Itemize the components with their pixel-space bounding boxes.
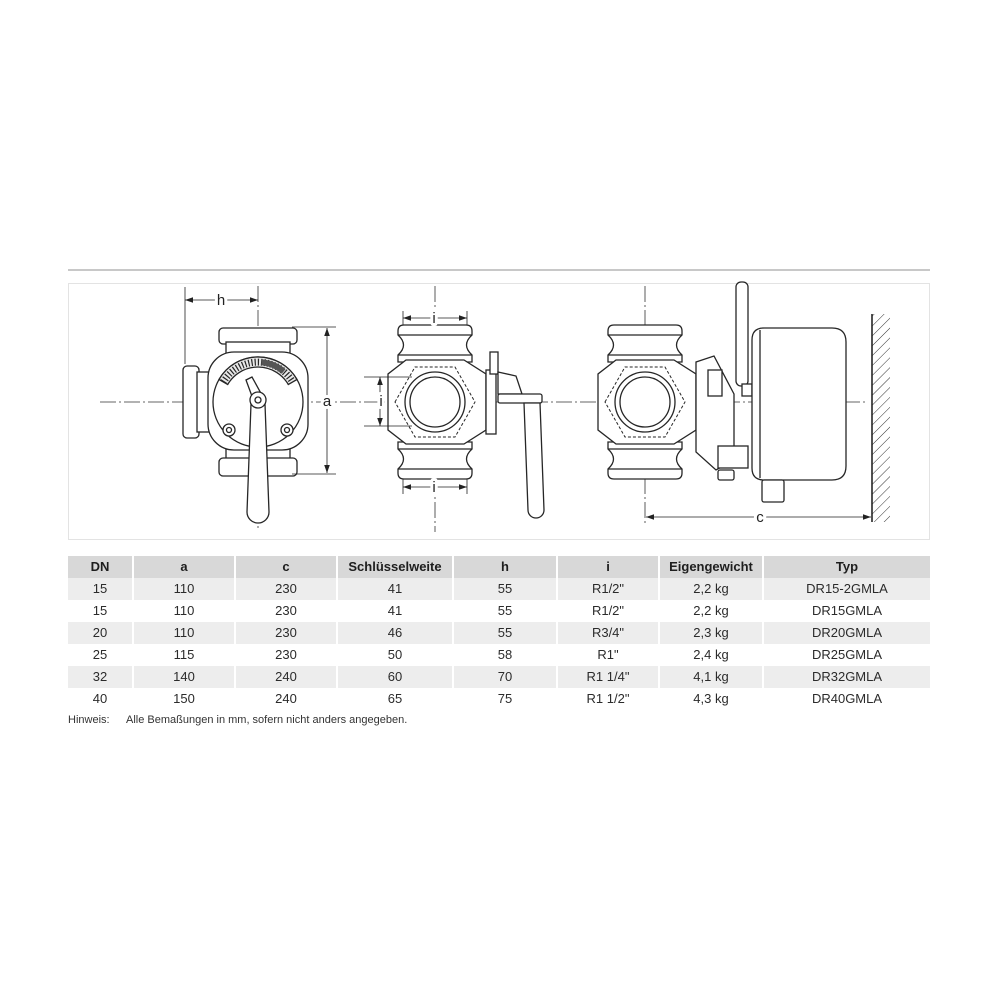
- cell-h: 55: [454, 600, 556, 622]
- cell-eigengewicht: 2,2 kg: [660, 578, 762, 600]
- cell-dn: 25: [68, 644, 132, 666]
- side-bore-inner: [410, 377, 460, 427]
- cell-typ: DR32GMLA: [764, 666, 930, 688]
- side-bottom-port: [398, 442, 472, 479]
- actuator-bore-inner: [620, 377, 670, 427]
- cell-dn: 20: [68, 622, 132, 644]
- table-row: [68, 644, 930, 666]
- cell-schluesselweite: 50: [338, 644, 452, 666]
- cell-schluesselweite: 46: [338, 622, 452, 644]
- dimension-a-label: a: [322, 393, 332, 410]
- cell-a: 140: [134, 666, 234, 688]
- dimension-i-left-label: i: [379, 393, 383, 410]
- header-a: a: [134, 556, 234, 578]
- actuator-handwheel: [736, 282, 748, 386]
- cell-eigengewicht: 4,3 kg: [660, 688, 762, 710]
- wall: [872, 314, 890, 522]
- wall-hatching: [872, 314, 890, 522]
- cell-c: 240: [236, 666, 336, 688]
- actuator-axle: [742, 384, 752, 396]
- cell-schluesselweite: 60: [338, 666, 452, 688]
- cell-typ: DR25GMLA: [764, 644, 930, 666]
- cell-h: 75: [454, 688, 556, 710]
- front-bolt-left-center: [227, 428, 232, 433]
- header-c: c: [236, 556, 336, 578]
- cell-a: 110: [134, 622, 234, 644]
- cell-eigengewicht: 4,1 kg: [660, 666, 762, 688]
- actuator-coupling: [708, 370, 722, 396]
- cell-typ: DR40GMLA: [764, 688, 930, 710]
- valve-front-view: [183, 328, 308, 523]
- actuator-adjust-knob: [718, 470, 734, 480]
- valve-actuator-view: [598, 282, 846, 502]
- side-top-port: [398, 325, 472, 362]
- actuator-view-valve: [598, 325, 696, 479]
- cell-c: 230: [236, 578, 336, 600]
- actuator-cable-connector: [762, 480, 784, 502]
- side-lever-hub: [498, 394, 542, 403]
- side-bracket: [498, 372, 522, 394]
- cell-dn: 40: [68, 688, 132, 710]
- footnote: [68, 714, 407, 726]
- cell-a: 110: [134, 578, 234, 600]
- valve-side-view: [388, 325, 544, 518]
- actuator-top-port: [608, 325, 682, 362]
- cell-i: R1": [558, 644, 658, 666]
- side-handle-lever: [524, 403, 544, 518]
- table-row: [68, 688, 930, 710]
- actuator-lower-block: [718, 446, 748, 468]
- cell-dn: 32: [68, 666, 132, 688]
- actuator-bottom-port: [608, 442, 682, 479]
- cell-typ: DR20GMLA: [764, 622, 930, 644]
- table-row: [68, 600, 930, 622]
- table-header-row: [68, 556, 930, 578]
- cell-eigengewicht: 2,4 kg: [660, 644, 762, 666]
- dimension-c-label: c: [756, 509, 764, 526]
- cell-i: R1 1/2": [558, 688, 658, 710]
- cell-eigengewicht: 2,3 kg: [660, 622, 762, 644]
- cell-h: 55: [454, 578, 556, 600]
- cell-h: 55: [454, 622, 556, 644]
- cell-h: 58: [454, 644, 556, 666]
- cell-a: 115: [134, 644, 234, 666]
- cell-schluesselweite: 41: [338, 600, 452, 622]
- side-stem-block: [486, 370, 496, 434]
- cell-dn: 15: [68, 578, 132, 600]
- dimensions-table: [68, 556, 930, 710]
- cell-a: 110: [134, 600, 234, 622]
- cell-c: 230: [236, 600, 336, 622]
- footnote-label: Hinweis:: [68, 714, 110, 726]
- side-stem: [490, 352, 498, 374]
- header-i: i: [558, 556, 658, 578]
- cell-c: 230: [236, 644, 336, 666]
- dimension-i-top-label: i: [432, 310, 436, 327]
- front-bolt-right-center: [285, 428, 290, 433]
- header-eigengewicht: Eigengewicht: [660, 556, 762, 578]
- cell-i: R3/4": [558, 622, 658, 644]
- cell-i: R1 1/4": [558, 666, 658, 688]
- table-row: [68, 666, 930, 688]
- header-dn: DN: [68, 556, 132, 578]
- cell-i: R1/2": [558, 578, 658, 600]
- cell-typ: DR15-2GMLA: [764, 578, 930, 600]
- footnote-text: Alle Bemaßungen in mm, sofern nicht anders angegeben.: [126, 714, 408, 726]
- cell-h: 70: [454, 666, 556, 688]
- cell-i: R1/2": [558, 600, 658, 622]
- cell-c: 240: [236, 688, 336, 710]
- cell-typ: DR15GMLA: [764, 600, 930, 622]
- cell-schluesselweite: 41: [338, 578, 452, 600]
- cell-a: 150: [134, 688, 234, 710]
- actuator-housing: [752, 328, 846, 480]
- table-row: [68, 622, 930, 644]
- cell-eigengewicht: 2,2 kg: [660, 600, 762, 622]
- front-spindle-center: [255, 397, 261, 403]
- header-typ: Typ: [764, 556, 930, 578]
- dimension-i-bottom-label: i: [432, 479, 436, 496]
- cell-c: 230: [236, 622, 336, 644]
- header-h: h: [454, 556, 556, 578]
- cell-dn: 15: [68, 600, 132, 622]
- table-row: [68, 578, 930, 600]
- cell-schluesselweite: 65: [338, 688, 452, 710]
- header-schluesselweite: Schlüsselweite: [338, 556, 452, 578]
- front-handle-lever: [247, 404, 269, 523]
- dimension-h-label: h: [216, 292, 226, 309]
